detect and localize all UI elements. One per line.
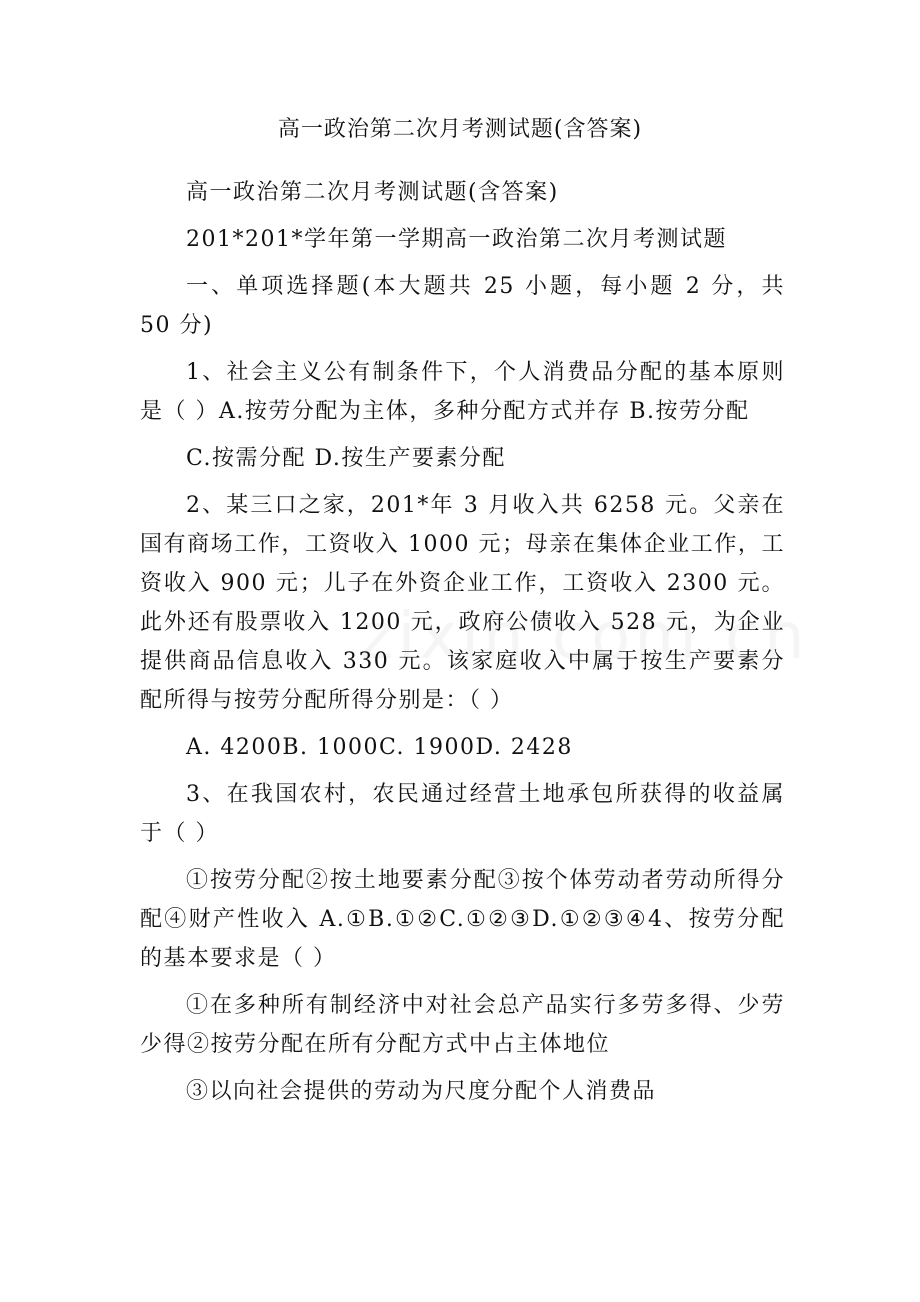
paragraph-question-4-item-3: ③以向社会提供的劳动为尺度分配个人消费品 xyxy=(186,1079,657,1104)
paragraph-question-1-options: C.按需分配 D.按生产要素分配 xyxy=(186,446,506,471)
paragraph-question-2: 2、某三口之家，201*年 3 月收入共 6258 元。父亲在国有商场工作，工资收入 1000 元；母亲在集体企业工作，工资收入 900 元；儿子在外资企业工作，工资收入 2300 元。此外还有股票收入 1200 元，政府公债收入 528 元，为企业提供商品信息收入 330 元。该家庭收入中属于按生产要素分配所得与按劳分配所得分别是：（ ） xyxy=(140,493,785,713)
paragraph-question-2-options: A. 4200B. 1000C. 1900D. 2428 xyxy=(186,735,573,760)
paragraph-question-3-options: ①按劳分配②按土地要素分配③按个体劳动者劳动所得分配④财产性收入 A.①B.①②C.①②③D.①②③④4、按劳分配的基本要求是（ ） xyxy=(140,868,785,971)
paragraph-term: 201*201*学年第一学期高一政治第二次月考测试题 xyxy=(186,227,727,252)
paragraph-question-4-item-1: ①在多种所有制经济中对社会总产品实行多劳多得、少劳少得②按劳分配在所有分配方式中占主体地位 xyxy=(140,993,785,1057)
paragraph-section: 一、单项选择题(本大题共 25 小题，每小题 2 分，共 50 分) xyxy=(140,274,785,338)
paragraph-question-3: 3、在我国农村，农民通过经营土地承包所获得的收益属于（ ） xyxy=(140,782,785,846)
paragraph-question-1: 1、社会主义公有制条件下，个人消费品分配的基本原则是（ ）A.按劳分配为主体，多种分配方式并存 B.按劳分配 xyxy=(140,360,785,424)
paragraph-heading: 高一政治第二次月考测试题(含答案) xyxy=(186,180,559,205)
document-body xyxy=(140,173,785,1119)
document-title: 高一政治第二次月考测试题(含答案) xyxy=(277,117,643,142)
